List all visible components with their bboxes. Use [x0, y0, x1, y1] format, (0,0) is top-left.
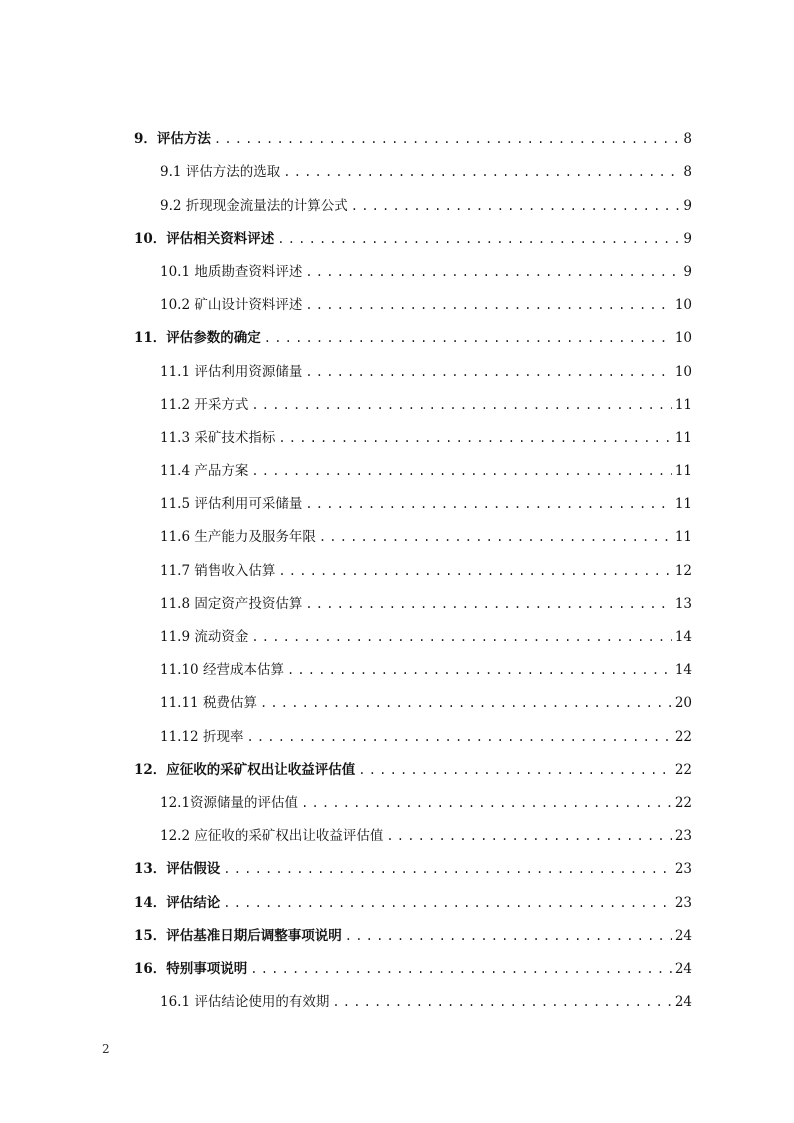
toc-section-entry[interactable] [134, 118, 692, 151]
toc-entry-page-number: 12 [674, 562, 692, 579]
toc-entry-title: 11.4 产品方案 [160, 463, 249, 480]
dot-leader [214, 127, 681, 151]
toc-subsection-entry[interactable] [134, 649, 692, 682]
toc-subsection-entry[interactable] [134, 384, 692, 417]
toc-entry-title: 9．评估方法 [134, 131, 211, 148]
toc-entry-page-number: 11 [674, 529, 692, 546]
toc-entry-page-number: 24 [674, 994, 692, 1011]
toc-section-entry[interactable] [134, 915, 692, 948]
toc-subsection-entry[interactable] [134, 350, 692, 383]
dot-leader [264, 326, 672, 350]
toc-subsection-entry[interactable] [134, 516, 692, 549]
toc-section-entry[interactable] [134, 749, 692, 782]
toc-entry-title: 10.1 地质勘查资料评述 [160, 263, 303, 280]
toc-entry-page-number: 11 [674, 463, 692, 480]
toc-entry-page-number: 9 [683, 197, 692, 214]
toc-entry-page-number: 11 [674, 396, 692, 413]
toc-section-entry[interactable] [134, 848, 692, 881]
toc-section-entry[interactable] [134, 948, 692, 981]
toc-subsection-entry[interactable] [134, 483, 692, 516]
dot-leader [386, 824, 671, 848]
toc-entry-title: 11.9 流动资金 [160, 629, 249, 645]
toc-entry-title: 11.10 经营成本估算 [160, 662, 284, 679]
dot-leader [332, 990, 671, 1014]
dot-leader [305, 260, 680, 284]
toc-subsection-entry[interactable] [134, 715, 692, 748]
toc-entry-title: 11.2 开采方式 [160, 396, 249, 413]
toc-entry-page-number: 20 [674, 695, 692, 712]
toc-entry-page-number: 24 [674, 960, 692, 977]
dot-leader [351, 194, 681, 218]
table-of-contents [134, 118, 692, 1014]
toc-section-entry[interactable] [134, 881, 692, 914]
toc-section-entry[interactable] [134, 218, 692, 251]
toc-entry-title: 11.3 采矿技术指标 [160, 429, 276, 446]
dot-leader [305, 360, 671, 384]
dot-leader [345, 924, 672, 948]
toc-subsection-entry[interactable] [134, 549, 692, 582]
toc-entry-page-number: 10 [674, 363, 692, 380]
toc-entry-title: 11.5 评估利用可采储量 [160, 496, 303, 513]
toc-entry-title: 9.2 折现现金流量法的计算公式 [160, 197, 348, 214]
dot-leader [251, 459, 671, 483]
toc-entry-page-number: 11 [674, 496, 692, 513]
toc-entry-page-number: 9 [683, 263, 692, 280]
toc-entry-page-number: 23 [674, 861, 692, 878]
toc-entry-title: 11.7 销售收入估算 [160, 562, 276, 579]
toc-entry-title: 16．特别事项说明 [134, 960, 248, 977]
toc-entry-page-number: 8 [683, 164, 692, 181]
dot-leader [260, 691, 672, 715]
dot-leader [277, 227, 680, 251]
dot-leader [301, 791, 672, 815]
toc-subsection-entry[interactable] [134, 251, 692, 284]
toc-subsection-entry[interactable] [134, 450, 692, 483]
dot-leader [278, 559, 671, 583]
dot-leader [358, 758, 672, 782]
dot-leader [283, 160, 680, 184]
toc-entry-page-number: 24 [674, 927, 692, 944]
toc-entry-page-number: 14 [674, 629, 692, 645]
toc-entry-page-number: 11 [674, 429, 692, 446]
toc-entry-title: 11.8 固定资产投资估算 [160, 595, 303, 612]
toc-entry-page-number: 14 [674, 662, 692, 679]
toc-subsection-entry[interactable] [134, 583, 692, 616]
toc-entry-page-number: 23 [674, 894, 692, 911]
dot-leader [246, 725, 671, 749]
dot-leader [305, 293, 671, 317]
toc-entry-title: 11．评估参数的确定 [134, 330, 261, 347]
toc-entry-page-number: 23 [674, 828, 692, 845]
toc-entry-page-number: 22 [674, 761, 692, 778]
toc-entry-page-number: 22 [674, 794, 692, 811]
toc-subsection-entry[interactable] [134, 284, 692, 317]
toc-subsection-entry[interactable] [134, 782, 692, 815]
toc-subsection-entry[interactable] [134, 682, 692, 715]
toc-entry-page-number: 8 [683, 131, 692, 148]
toc-subsection-entry[interactable] [134, 815, 692, 848]
dot-leader [305, 492, 671, 516]
toc-entry-title: 9.1 评估方法的选取 [160, 164, 281, 181]
page-number: 2 [102, 1042, 110, 1056]
toc-entry-title: 11.12 折现率 [160, 728, 244, 745]
toc-entry-title: 14．评估结论 [134, 894, 221, 911]
toc-entry-page-number: 22 [674, 728, 692, 745]
dot-leader [250, 957, 672, 981]
toc-subsection-entry[interactable] [134, 151, 692, 184]
toc-entry-title: 11.1 评估利用资源储量 [160, 363, 303, 380]
toc-subsection-entry[interactable] [134, 417, 692, 450]
dot-leader [287, 658, 672, 682]
toc-subsection-entry[interactable] [134, 981, 692, 1014]
toc-subsection-entry[interactable] [134, 184, 692, 217]
toc-entry-title: 13．评估假设 [134, 861, 221, 878]
toc-entry-page-number: 10 [674, 297, 692, 314]
dot-leader [223, 891, 672, 915]
toc-subsection-entry[interactable] [134, 616, 692, 649]
toc-entry-title: 12．应征收的采矿权出让收益评估值 [134, 761, 356, 778]
toc-entry-title: 11.11 税费估算 [160, 695, 257, 712]
dot-leader [251, 393, 671, 417]
toc-entry-title: 10．评估相关资料评述 [134, 230, 275, 247]
toc-entry-title: 11.6 生产能力及服务年限 [160, 529, 316, 546]
toc-entry-page-number: 13 [674, 595, 692, 612]
toc-entry-title: 12.1资源储量的评估值 [160, 794, 299, 811]
dot-leader [319, 525, 672, 549]
dot-leader [278, 426, 671, 450]
toc-entry-page-number: 10 [674, 330, 692, 347]
dot-leader [251, 625, 671, 649]
toc-entry-title: 10.2 矿山设计资料评述 [160, 297, 303, 314]
toc-section-entry[interactable] [134, 317, 692, 350]
toc-entry-title: 12.2 应征收的采矿权出让收益评估值 [160, 828, 384, 845]
toc-entry-title: 15．评估基准日期后调整事项说明 [134, 927, 342, 944]
toc-entry-title: 16.1 评估结论使用的有效期 [160, 994, 330, 1011]
dot-leader [305, 592, 671, 616]
toc-entry-page-number: 9 [683, 230, 692, 247]
dot-leader [223, 857, 672, 881]
